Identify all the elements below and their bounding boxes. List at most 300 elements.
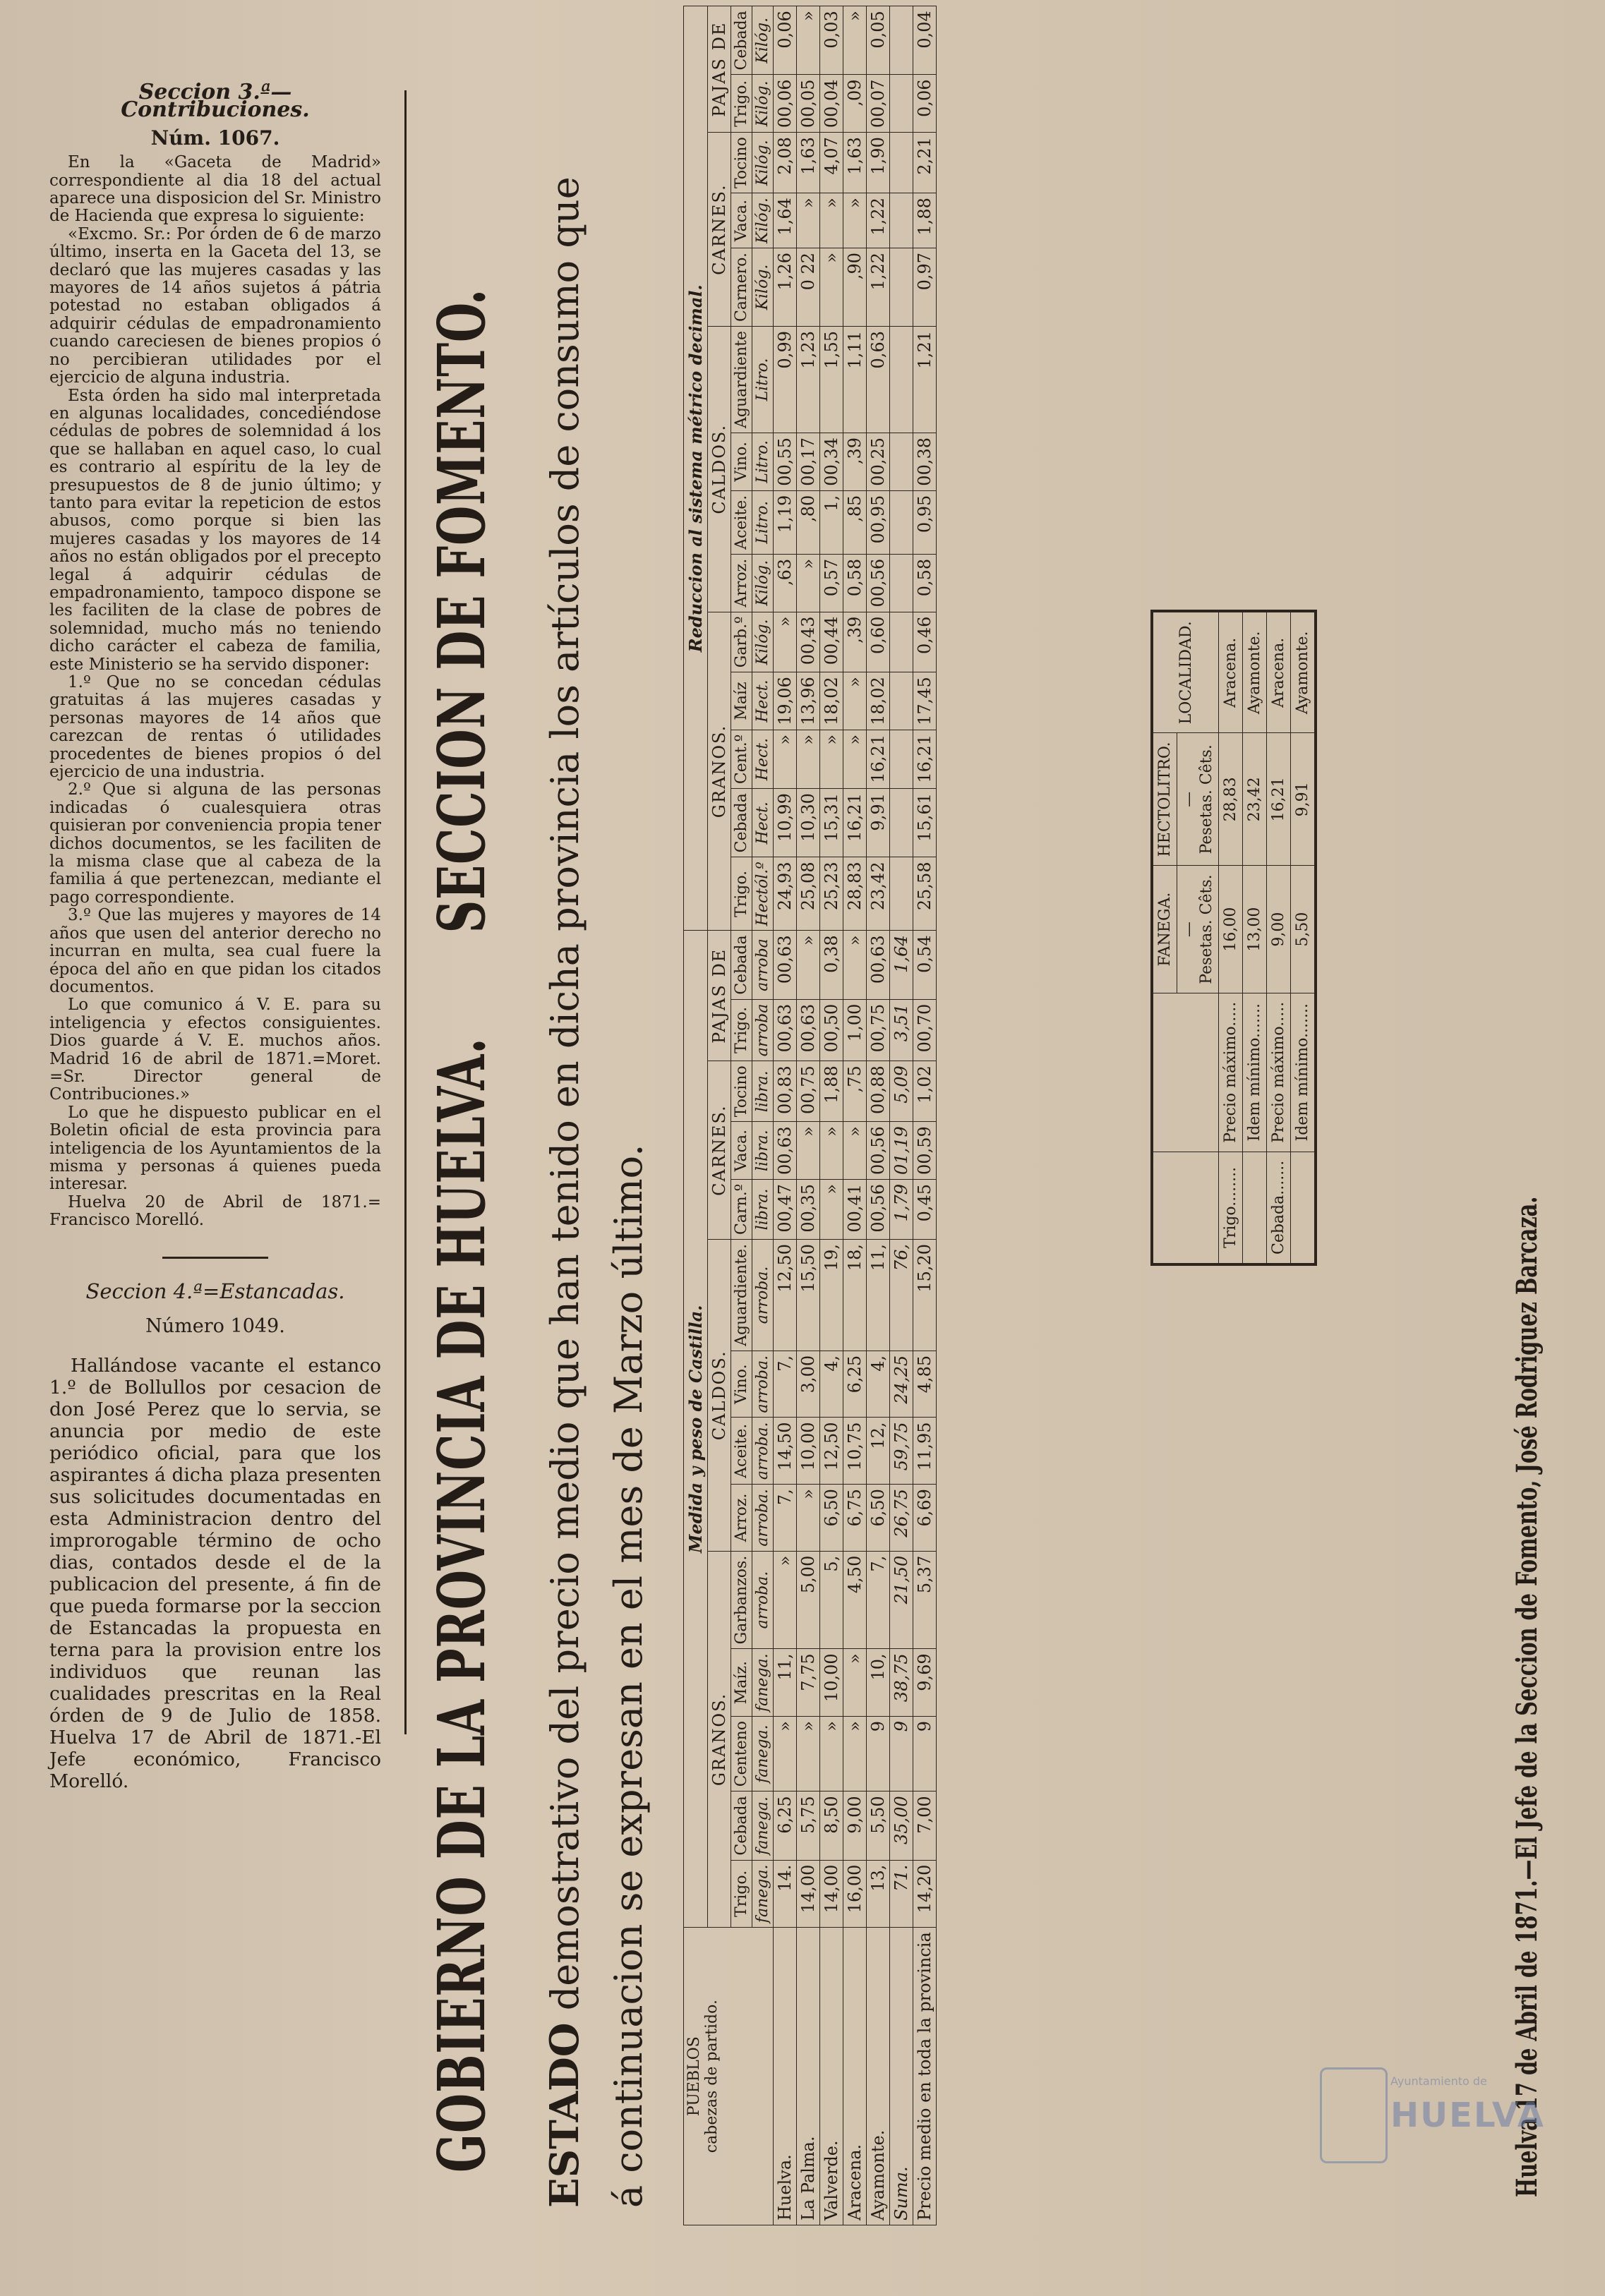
sub-blank	[1152, 1152, 1219, 1264]
column-header: Aguardiente.	[731, 1239, 752, 1351]
unit-header: fanega.	[752, 1860, 774, 1928]
value-cell: 1,22	[867, 193, 890, 248]
value-cell: 00,04	[820, 75, 843, 133]
value-cell: »	[774, 730, 797, 788]
value-cell: ,09	[843, 75, 867, 133]
value-cell: ,63	[774, 554, 797, 612]
value-cell: 7,	[867, 1551, 890, 1649]
value-cell: 2,21	[913, 133, 937, 193]
value-cell: 00,75	[867, 999, 890, 1061]
value-cell: »	[843, 1717, 867, 1792]
value-cell: 4,07	[820, 133, 843, 193]
value-cell: 10,	[867, 1649, 890, 1717]
unit-header: Litro.	[752, 433, 774, 490]
archive-seal	[1320, 2067, 1567, 2216]
group-castilla: Medida y peso de Castilla.	[684, 931, 708, 1928]
value-cell: 9,91	[867, 789, 890, 857]
value-cell: 19,	[820, 1239, 843, 1351]
value-cell: 13,	[867, 1860, 890, 1928]
value-cell: 0,58	[913, 554, 937, 612]
value-cell: 14,00	[797, 1860, 820, 1928]
value-cell: 10,00	[820, 1649, 843, 1717]
unit-header: arroba.	[752, 1418, 774, 1485]
value-cell: 1,11	[843, 327, 867, 433]
value-cell: 6,50	[867, 1485, 890, 1552]
value-cell: 18,	[843, 1239, 867, 1351]
estado-heading	[533, 162, 661, 2208]
value-cell: 4,	[820, 1351, 843, 1418]
table-row	[797, 6, 820, 2225]
dash: —	[1180, 922, 1198, 938]
sub-hecto: 23,42	[1243, 733, 1267, 866]
value-cell: ,90	[843, 248, 867, 326]
paragraph: Esta órden ha sido mal interpretada en algunas localidades, concediéndose cédulas de pobres de solemnidad á los que se hallaban en aquel caso, lo cual es contrario al espíritu de la ley de presupuestos de 8 de junio último; y tanto para evitar la repeticion de estos abusos, como porque si bien las mujeres casadas y los mayores de 14 años no están obligados por el precepto legal á adquirir cédulas de empadronamiento, tampoco dispone se les faciliten de la clase de pobres de solemnidad, mucho más no teniendo dicho carácter el cabeza de familia, este Ministerio se ha servido disponer:	[49, 386, 381, 674]
value-cell: 00,56	[867, 1122, 890, 1180]
value-cell: 10,75	[843, 1418, 867, 1485]
value-cell: 26,75	[890, 1485, 913, 1552]
value-cell: 1,90	[867, 133, 890, 193]
unit-header: fanega.	[752, 1792, 774, 1860]
title-gobierno: GOBIERNO DE LA PROVINCIA DE HUELVA.	[423, 1037, 500, 2173]
value-cell: 4,	[867, 1351, 890, 1418]
sub-h-fanega: FANEGA.	[1152, 866, 1177, 993]
paragraph: «Excmo. Sr.: Por órden de 6 de marzo último, inserta en la Gaceta del 13, se declaró que las mujeres casadas y las mayores de 14 años sujetos á pátria potestad no estaban obligados á adquirir cédulas de empadronamiento cuando careciesen de bienes propios ó no percibieran utilidades por el ejercicio de alguna industria.	[49, 224, 381, 387]
value-cell: 38,75	[890, 1649, 913, 1717]
value-cell	[890, 730, 913, 788]
pueblo-cell: Valverde.	[820, 1928, 843, 2225]
unit-header: Litro.	[752, 490, 774, 554]
value-cell	[890, 857, 913, 931]
cat-granos: GRANOS.	[708, 612, 731, 931]
value-cell: 19,06	[774, 672, 797, 730]
value-cell: »	[843, 6, 867, 75]
value-cell	[890, 433, 913, 490]
value-cell: 00,56	[867, 1179, 890, 1239]
sub-hecto: 16,21	[1267, 733, 1291, 866]
value-cell: 5,37	[913, 1551, 937, 1649]
footer-signature: Huelva 17 de Abril de 1871.—El Jefe de la Seccion de Fomento, José Rodriguez Barcaza.	[1510, 1196, 1544, 2197]
value-cell: 0,38	[820, 931, 843, 999]
value-cell: 0,06	[774, 6, 797, 75]
value-cell: 4,50	[843, 1551, 867, 1649]
value-cell: 23,42	[867, 857, 890, 931]
unit-header: Kilóg.	[752, 554, 774, 612]
sub-fanega: 9,00	[1267, 866, 1291, 993]
value-cell: 7,	[774, 1485, 797, 1552]
value-cell: »	[797, 1122, 820, 1180]
value-cell: 5,75	[797, 1792, 820, 1860]
column-header: Tocino	[731, 133, 752, 193]
column-header: Cebada	[731, 6, 752, 75]
value-cell	[890, 193, 913, 248]
table-body	[774, 6, 937, 2225]
column-header: Carnero.	[731, 248, 752, 326]
value-cell: 0,97	[913, 248, 937, 326]
column-header: Cebada	[731, 931, 752, 999]
unit-header: libra.	[752, 1179, 774, 1239]
value-cell: 00,43	[797, 612, 820, 672]
sub-cereal	[1243, 1152, 1267, 1264]
value-cell: 5,50	[867, 1792, 890, 1860]
value-cell: 25,23	[820, 857, 843, 931]
value-cell: 14,50	[774, 1418, 797, 1485]
value-cell: »	[820, 1122, 843, 1180]
value-cell: 16,21	[843, 789, 867, 857]
sub-pesetas	[1177, 733, 1219, 866]
estado-text: demostrativo del precio medio que han tenido en dicha provincia los artículos de consumo que á continuacion se expresan en el mes de Marzo último.	[543, 176, 651, 2208]
paragraph: 2.º Que si alguna de las personas indicadas ó cualesquiera otras quisieran por conveniencia propia tener dichos documentos, se les faciliten de la misma clase que al cabeza de la familia á que pertenezcan, mediante el pago correspondiente.	[49, 780, 381, 907]
unit-header: Hect.	[752, 789, 774, 857]
sub-row	[1291, 611, 1316, 1264]
value-cell: 11,	[774, 1649, 797, 1717]
value-cell	[890, 327, 913, 433]
value-cell: 0,58	[843, 554, 867, 612]
unit-header: Kilóg.	[752, 612, 774, 672]
paragraph: 1.º Que no se concedan cédulas gratuitas á las mujeres casadas y personas mayores de 14 años que carezcan de rentas ó utilidades procedentes de bienes propios ó del ejercicio de una industria.	[49, 673, 381, 782]
pueblo-cell: Precio medio en toda la provincia	[913, 1928, 937, 2225]
value-cell: »	[774, 1551, 797, 1649]
sub-fanega: 16,00	[1219, 866, 1243, 993]
sub-cereal: Cebada.......	[1267, 1152, 1291, 1264]
value-cell: 18,02	[820, 672, 843, 730]
sub-local: Ayamonte.	[1291, 611, 1316, 733]
sub-blank	[1152, 993, 1219, 1152]
value-cell: 12,50	[774, 1239, 797, 1351]
value-cell: 00,47	[774, 1179, 797, 1239]
paragraph: 3.º Que las mujeres y mayores de 14 años que usen del anterior derecho no incurran en multa, sea cual fuere la época del año en que pidan los citados documentos.	[49, 906, 381, 996]
value-cell: 0,06	[913, 75, 937, 133]
value-cell: 00,95	[867, 490, 890, 554]
sub-h-local: LOCALIDAD.	[1152, 611, 1219, 733]
value-cell	[890, 490, 913, 554]
cat-caldos: CALDOS.	[708, 327, 731, 612]
value-cell: »	[820, 1717, 843, 1792]
value-cell: 1,64	[774, 193, 797, 248]
table-row	[867, 6, 890, 2225]
cat-carnes: CARNES.	[708, 1061, 731, 1240]
left-column	[49, 80, 381, 1793]
fomento-section	[409, 0, 1605, 2296]
value-cell: 12,	[867, 1418, 890, 1485]
value-cell: 00,38	[913, 433, 937, 490]
table-row	[820, 6, 843, 2225]
unit-header: Kilóg.	[752, 248, 774, 326]
value-cell: 14.	[774, 1860, 797, 1928]
table-row	[913, 6, 937, 2225]
value-cell: »	[843, 193, 867, 248]
unit-header: fanega.	[752, 1717, 774, 1792]
value-cell: 7,00	[913, 1792, 937, 1860]
cat-granos: GRANOS.	[708, 1551, 731, 1928]
unit-header: Hect.	[752, 730, 774, 788]
unit-header: Kilóg.	[752, 6, 774, 75]
unit-header: arroba.	[752, 1351, 774, 1418]
table-row	[843, 6, 867, 2225]
value-cell: »	[797, 554, 820, 612]
value-cell: »	[843, 672, 867, 730]
value-cell: 00,56	[867, 554, 890, 612]
value-cell: 59,75	[890, 1418, 913, 1485]
value-cell: »	[820, 248, 843, 326]
value-cell: 0,99	[774, 327, 797, 433]
value-cell: 14,20	[913, 1860, 937, 1928]
sub-cereal	[1291, 1152, 1316, 1264]
pesetas-label: Pesetas. Cêts.	[1198, 874, 1215, 984]
sub-fanega: 13,00	[1243, 866, 1267, 993]
value-cell: 00,44	[820, 612, 843, 672]
value-cell: 24,25	[890, 1351, 913, 1418]
unit-header: arroba	[752, 999, 774, 1061]
value-cell: 17,45	[913, 672, 937, 730]
sub-hecto: 9,91	[1291, 733, 1316, 866]
value-cell: 10,30	[797, 789, 820, 857]
value-cell: 6,50	[820, 1485, 843, 1552]
value-cell: 00,05	[797, 75, 820, 133]
value-cell: 1,22	[867, 248, 890, 326]
cat-caldos: CALDOS.	[708, 1239, 731, 1551]
unit-header: Litro.	[752, 327, 774, 433]
value-cell: 25,58	[913, 857, 937, 931]
value-cell	[890, 672, 913, 730]
value-cell: ,75	[843, 1061, 867, 1122]
section-3-number: Núm. 1067.	[150, 126, 280, 150]
value-cell: 11,95	[913, 1418, 937, 1485]
pueblo-cell: Huelva.	[774, 1928, 797, 2225]
column-header: Aceite.	[731, 490, 752, 554]
value-cell: 00,06	[774, 75, 797, 133]
value-cell: 00,63	[774, 931, 797, 999]
cat-pajas: PAJAS DE	[708, 6, 731, 133]
separator	[162, 1257, 268, 1259]
value-cell	[890, 6, 913, 75]
value-cell: 5,09	[890, 1061, 913, 1122]
value-cell: 16,21	[867, 730, 890, 788]
value-cell: 5,	[820, 1551, 843, 1649]
value-cell: 71.	[890, 1860, 913, 1928]
value-cell: 0,95	[913, 490, 937, 554]
value-cell: 10,99	[774, 789, 797, 857]
value-cell: »	[843, 931, 867, 999]
section-4-heading: Seccion 4.ª=Estancadas.	[85, 1279, 345, 1303]
value-cell: 10,00	[797, 1418, 820, 1485]
value-cell: 00,59	[913, 1122, 937, 1180]
value-cell: 1,88	[913, 193, 937, 248]
main-title	[423, 289, 500, 2173]
column-header: Arroz.	[731, 1485, 752, 1552]
value-cell: 18,02	[867, 672, 890, 730]
paragraph: Hallándose vacante el estanco 1.º de Bollullos por cesacion de don José Perez que lo servia, se anuncia por medio de este periódico oficial, para que los aspirantes á dicha plaza presenten sus solicitudes documentadas en esta Administracion dentro del improrogable término de ocho dias, contados desde el de la publicacion del presente, á fin de que pueda formarse por la seccion de Estancadas la propuesta en terna para la provision entre los individuos que reunan las cualidades prescritas en la Real órden de 9 de Julio de 1858. Huelva 17 de Abril de 1871.-El Jefe económico, Francisco Morelló.	[49, 1355, 381, 1793]
cat-pajas: PAJAS DE	[708, 931, 731, 1061]
value-cell: 6,75	[843, 1485, 867, 1552]
value-cell: »	[797, 730, 820, 788]
value-cell: 5,00	[797, 1551, 820, 1649]
value-cell: 1,21	[913, 327, 937, 433]
signature: Huelva 20 de Abril de 1871.= Francisco Morelló.	[49, 1192, 381, 1230]
value-cell: »	[797, 193, 820, 248]
value-cell: 00,70	[913, 999, 937, 1061]
value-cell: »	[843, 1122, 867, 1180]
value-cell: »	[820, 1179, 843, 1239]
estado-cap: ESTADO	[541, 2022, 588, 2208]
sub-kind: Precio máximo.....	[1219, 993, 1243, 1152]
value-cell: 00,55	[774, 433, 797, 490]
value-cell: 9	[913, 1717, 937, 1792]
sub-h-hecto: HECTOLITRO.	[1152, 733, 1177, 866]
value-cell: 00,25	[867, 433, 890, 490]
value-cell: 1,88	[820, 1061, 843, 1122]
value-cell: »	[774, 612, 797, 672]
unit-header: libra.	[752, 1122, 774, 1180]
unit-header: Kilóg.	[752, 133, 774, 193]
value-cell: 16,21	[913, 730, 937, 788]
pueblo-cell: Aracena.	[843, 1928, 867, 2225]
crest-icon	[1320, 2067, 1388, 2163]
value-cell: 2,08	[774, 133, 797, 193]
value-cell	[890, 75, 913, 133]
pueblo-cell: Suma.	[890, 1928, 913, 2225]
value-cell: ,80	[797, 490, 820, 554]
value-cell: »	[797, 6, 820, 75]
unit-header: Kilóg.	[752, 75, 774, 133]
sub-row	[1219, 611, 1243, 1264]
column-header-row	[731, 6, 752, 2225]
section-4-number: Número 1049.	[145, 1315, 285, 1337]
value-cell: 00,07	[867, 75, 890, 133]
sub-local: Ayamonte.	[1243, 611, 1267, 733]
value-cell: 21,50	[890, 1551, 913, 1649]
value-cell: 9	[867, 1717, 890, 1792]
column-divider	[404, 90, 407, 1734]
value-cell: 0,04	[913, 6, 937, 75]
value-cell: 1,64	[890, 931, 913, 999]
unit-header: arroba.	[752, 1485, 774, 1552]
value-cell: 14,00	[820, 1860, 843, 1928]
unit-header: arroba.	[752, 1239, 774, 1351]
value-cell	[890, 133, 913, 193]
value-cell: 35,00	[890, 1792, 913, 1860]
col-cabezas: cabezas de partido.	[703, 2000, 721, 2153]
value-cell: »	[797, 1485, 820, 1552]
value-cell	[890, 612, 913, 672]
column-header: Centeno	[731, 1717, 752, 1792]
value-cell: 0,05	[867, 6, 890, 75]
value-cell: 00,63	[797, 999, 820, 1061]
sub-body	[1219, 611, 1316, 1264]
unit-header: fanega.	[752, 1649, 774, 1717]
column-header: Tocino	[731, 1061, 752, 1122]
value-cell: 1,23	[797, 327, 820, 433]
value-cell: 00,50	[820, 999, 843, 1061]
value-cell: 76,	[890, 1239, 913, 1351]
max-min-table	[1150, 610, 1317, 1266]
value-cell: 7,	[774, 1351, 797, 1418]
sub-cereal: Trigo........	[1219, 1152, 1243, 1264]
column-header: Cebada	[731, 1792, 752, 1860]
column-header: Trigo.	[731, 75, 752, 133]
sub-fanega: 5,50	[1291, 866, 1316, 993]
value-cell	[890, 554, 913, 612]
sub-kind: Idem mínimo.......	[1291, 993, 1316, 1152]
value-cell: 00,63	[774, 1122, 797, 1180]
value-cell: 1,26	[774, 248, 797, 326]
value-cell: 25,08	[797, 857, 820, 931]
value-cell: 0,63	[867, 327, 890, 433]
column-header: Arroz.	[731, 554, 752, 612]
column-header: Vaca.	[731, 193, 752, 248]
seal-text: HUELVA	[1390, 2096, 1545, 2135]
group-metrico: Reduccion al sistema métrico decimal.	[684, 6, 708, 931]
value-cell: 00,34	[820, 433, 843, 490]
value-cell: »	[774, 1717, 797, 1792]
value-cell: 12,50	[820, 1418, 843, 1485]
value-cell: 00,75	[797, 1061, 820, 1122]
value-cell: 1,02	[913, 1061, 937, 1122]
value-cell: 28,83	[843, 857, 867, 931]
value-cell: 1,79	[890, 1179, 913, 1239]
value-cell: 0,46	[913, 612, 937, 672]
column-header: Carn.º	[731, 1179, 752, 1239]
value-cell: 9,00	[843, 1792, 867, 1860]
paragraph: Lo que he dispuesto publicar en el Boletin oficial de esta provincia para inteligencia de los Ayuntamientos de la misma y personas á quienes pueda interesar.	[49, 1103, 381, 1194]
value-cell: 1,63	[797, 133, 820, 193]
column-header: Vino.	[731, 1351, 752, 1418]
section-3-heading: Seccion 3.ª—Contribuciones.	[121, 80, 310, 123]
sub-kind: Idem mínimo.......	[1243, 993, 1267, 1152]
unit-header-row	[752, 6, 774, 2225]
unit-header: Hect.	[752, 672, 774, 730]
unit-header: arroba.	[752, 1551, 774, 1649]
table-row	[890, 6, 913, 2225]
value-cell: 15,20	[913, 1239, 937, 1351]
value-cell: »	[820, 193, 843, 248]
value-cell: ,85	[843, 490, 867, 554]
value-cell: 1,19	[774, 490, 797, 554]
column-header: Vino.	[731, 433, 752, 490]
cat-carnes: CARNES.	[708, 133, 731, 327]
sub-kind: Precio máximo.....	[1267, 993, 1291, 1152]
sub-hecto: 28,83	[1219, 733, 1243, 866]
value-cell: 3,00	[797, 1351, 820, 1418]
column-header: Trigo.	[731, 857, 752, 931]
column-header: Vaca.	[731, 1122, 752, 1180]
value-cell: 00,88	[867, 1061, 890, 1122]
column-header: Cent.º	[731, 730, 752, 788]
sub-pesetas	[1177, 866, 1219, 993]
sub-local: Aracena.	[1219, 611, 1243, 733]
value-cell: »	[797, 1717, 820, 1792]
value-cell: ,39	[843, 433, 867, 490]
unit-header: libra.	[752, 1061, 774, 1122]
column-header: Cebada	[731, 789, 752, 857]
pueblo-cell: Ayamonte.	[867, 1928, 890, 2225]
value-cell: »	[843, 730, 867, 788]
column-header: Trigo.	[731, 1860, 752, 1928]
value-cell: 0,03	[820, 6, 843, 75]
value-cell: 15,61	[913, 789, 937, 857]
value-cell: ,39	[843, 612, 867, 672]
value-cell: 15,31	[820, 789, 843, 857]
table-row	[774, 6, 797, 2225]
column-header: Trigo.	[731, 999, 752, 1061]
title-fomento: SECCION DE FOMENTO.	[423, 289, 500, 933]
value-cell	[890, 789, 913, 857]
value-cell: 3,51	[890, 999, 913, 1061]
value-cell	[890, 248, 913, 326]
column-header: Maíz	[731, 672, 752, 730]
value-cell: 0,54	[913, 931, 937, 999]
column-header: Maíz.	[731, 1649, 752, 1717]
value-cell: 9	[890, 1717, 913, 1792]
